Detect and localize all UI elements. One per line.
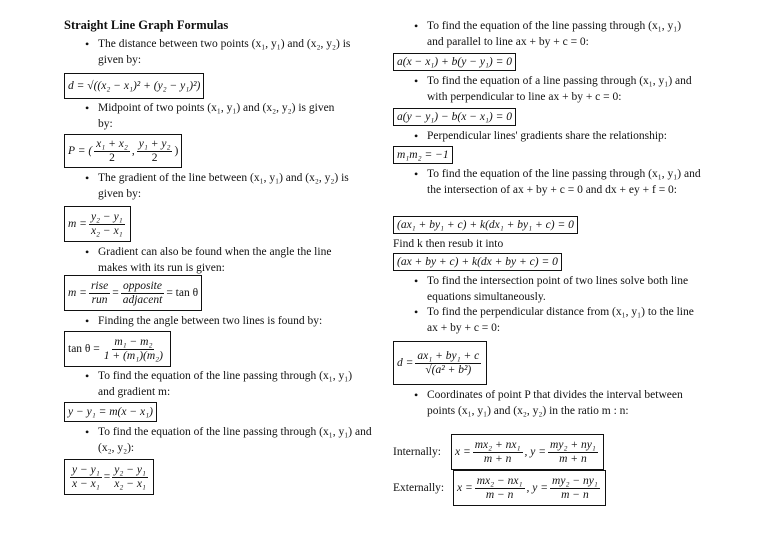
resub-formula-text: (ax + by + c) + k(dx + by + c) = 0	[397, 256, 558, 268]
angle-fraction-rise	[89, 280, 110, 307]
intpoint-description: • To find the intersection point of two lines solve both line equations simultaneously.	[427, 273, 712, 305]
perpgrad-formula	[393, 146, 453, 164]
int-x-num: mx₂ + nx₁	[474, 438, 521, 451]
parallel-formula	[393, 53, 516, 71]
midpoint-num-x: x₁ + x₂	[96, 137, 128, 150]
ext-y-lhs: , y =	[526, 482, 549, 494]
between-description: • Finding the angle between two lines is found by:	[98, 313, 378, 329]
perpdist-formula	[393, 341, 487, 385]
twopoint-num-lhs: y − y₁	[72, 463, 100, 476]
perpdist-den: √(a² + b²)	[425, 363, 472, 376]
perpdist-description: • To find the perpendicular distance from (x₁, y₁) to the line ax + by + c = 0:	[427, 304, 707, 336]
pointgrad-formula-text: y − y₁ = m(x − x₁)	[68, 406, 153, 418]
twopoint-num-rhs: y₂ − y₁	[114, 463, 146, 476]
int-y-num: my₂ + ny₁	[550, 438, 596, 451]
resub-note: Find k then resub it into	[393, 238, 504, 250]
midpoint-num-y: y₁ + y₂	[138, 137, 171, 150]
midpoint-comma: ,	[131, 145, 135, 157]
perp-formula	[393, 108, 516, 126]
int-x-lhs: x =	[455, 446, 471, 458]
midpoint-formula	[64, 134, 182, 168]
midpoint-den-x: 2	[109, 151, 115, 164]
twopoint-den-rhs: x₂ − x₁	[114, 477, 146, 490]
ext-y-num: my₂ − ny₁	[552, 474, 598, 487]
between-formula	[64, 331, 171, 367]
between-lhs: tan θ =	[68, 343, 100, 355]
midpoint-den-y: 2	[151, 151, 158, 164]
angle-num-rise: rise	[90, 279, 109, 292]
externally-formula	[453, 470, 606, 506]
gradient-num: y₂ − y₁	[90, 210, 123, 223]
int-x-fraction	[473, 439, 523, 466]
twopoint-fraction-lhs	[70, 464, 102, 491]
gradient-formula	[64, 206, 131, 242]
internally-formula	[451, 434, 604, 470]
intersect-formula	[393, 216, 578, 234]
angle-formula	[64, 275, 202, 311]
twopoint-description: • To find the equation of the line passing through (x₁, y₁) and (x₂, y₂):	[98, 424, 383, 456]
angle-lhs: m =	[68, 287, 87, 299]
pointgrad-formula	[64, 402, 157, 422]
intersect-description: • To find the equation of the line passing through (x₁, y₁) and the intersection of ax + by + c = 0 and dx + ey + f = 0:	[427, 166, 707, 198]
twopoint-fraction-rhs	[112, 464, 148, 491]
pointgrad-description: • To find the equation of the line passing through (x₁, y₁) and gradient m:	[98, 368, 358, 400]
twopoint-equals: =	[103, 471, 111, 483]
between-fraction	[102, 336, 165, 363]
midpoint-description: • Midpoint of two points (x₁, y₁) and (x₂, y₂) is given by:	[98, 100, 348, 132]
perpgrad-description: • Perpendicular lines' gradients share the relationship:	[427, 128, 717, 144]
midpoint-fraction-y	[137, 138, 173, 165]
angle-den-run: run	[91, 293, 108, 306]
int-y-fraction	[548, 439, 598, 466]
ext-x-den: m − n	[485, 488, 514, 501]
gradient-description: • The gradient of the line between (x₁, y₁) and (x₂, y₂) is given by:	[98, 170, 358, 202]
angle-den-adjacent: adjacent	[122, 293, 163, 306]
parallel-formula-text: a(x − x₁) + b(y − y₁) = 0	[397, 56, 513, 68]
ext-y-den: m − n	[561, 488, 589, 501]
perp-formula-text: a(y − y₁) − b(x − x₁) = 0	[397, 111, 513, 123]
ext-x-fraction	[475, 475, 525, 502]
twopoint-formula	[64, 459, 154, 495]
intersect-formula-text: (ax₁ + by₁ + c) + k(dx₁ + by₁ + c) = 0	[397, 219, 574, 231]
distance-formula	[64, 73, 204, 99]
angle-equals: =	[112, 287, 119, 299]
perpdist-fraction	[415, 350, 481, 377]
midpoint-fraction-x	[94, 138, 130, 165]
perp-description: • To find the equation of a line passing through (x₁, y₁) and with perpendicular to line ax + by + c = 0:	[427, 73, 702, 105]
perpgrad-formula-text: m₁m₂ = −1	[397, 149, 449, 161]
angle-fraction-opposite	[121, 280, 165, 307]
ext-x-lhs: x =	[457, 482, 473, 494]
gradient-fraction	[89, 211, 125, 238]
distance-formula-text: d = √((x₂ − x₁)² + (y₂ − y₁)²)	[68, 80, 201, 92]
distance-description: • The distance between two points (x₁, y₁) and (x₂, y₂) is given by:	[98, 36, 363, 68]
ratio-description: • Coordinates of point P that divides the interval between points (x₁, y₁) and (x₂, y₂) in the ratio m : n:	[427, 387, 692, 419]
ext-y-fraction	[550, 475, 600, 502]
midpoint-close-paren: )	[174, 145, 179, 157]
angle-rhs: = tan θ	[166, 287, 199, 299]
int-y-den: m + n	[559, 452, 587, 465]
perpdist-num: ax₁ + by₁ + c	[417, 349, 480, 362]
resub-formula	[393, 253, 562, 271]
twopoint-den-lhs: x − x₁	[72, 477, 100, 490]
int-x-den: m + n	[483, 452, 512, 465]
ext-x-num: mx₂ − nx₁	[476, 474, 523, 487]
perpdist-lhs: d =	[397, 357, 414, 369]
gradient-lhs: m =	[68, 218, 87, 230]
internally-label: Internally:	[393, 446, 441, 458]
int-y-lhs: , y =	[524, 446, 547, 458]
angle-num-opposite: opposite	[123, 279, 162, 292]
parallel-description: • To find the equation of the line passing through (x₁, y₁) and parallel to line ax + by + c = 0:	[427, 18, 697, 50]
between-num: m₁ − m₂	[114, 335, 153, 348]
externally-label: Externally:	[393, 482, 445, 494]
midpoint-lhs: P = (	[68, 145, 93, 157]
between-den: 1 + (m₁)(m₂)	[103, 349, 163, 362]
gradient-den: x₂ − x₁	[90, 224, 123, 237]
page-title: Straight Line Graph Formulas	[64, 18, 229, 32]
angle-description: • Gradient can also be found when the angle the line makes with its run is given:	[98, 244, 363, 276]
